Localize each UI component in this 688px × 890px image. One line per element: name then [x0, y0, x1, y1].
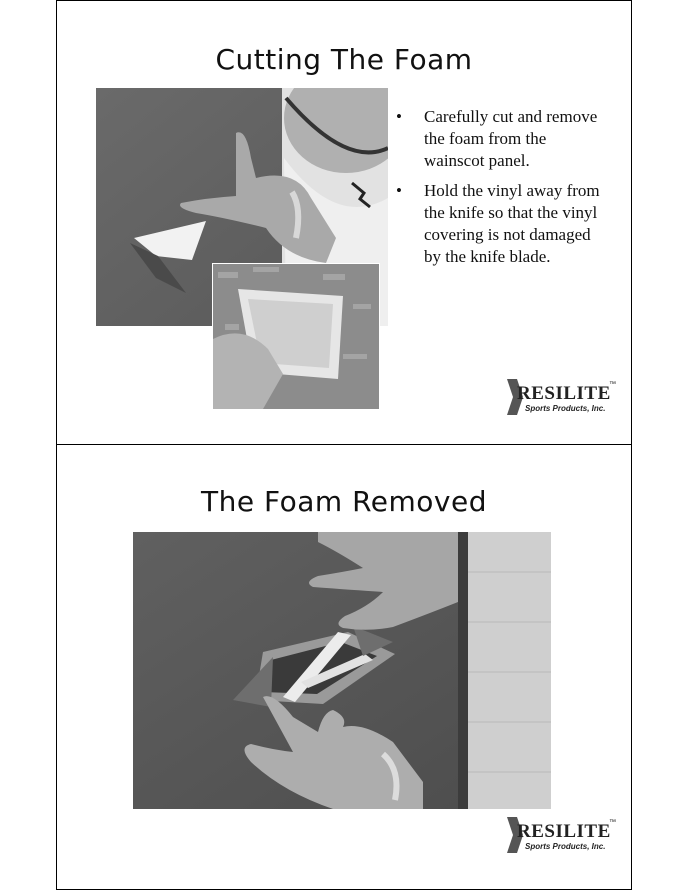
photo-foam-cutout-inset	[212, 263, 380, 410]
slide-title: The Foam Removed	[201, 485, 487, 518]
logo-wordmark: RESILITE	[517, 383, 611, 404]
logo-wordmark: RESILITE	[517, 821, 611, 842]
bullet-item: • Hold the vinyl away from the knife so that the vinyl covering is not damaged by the knife blade.	[396, 181, 600, 266]
logo-tagline: Sports Products, Inc.	[525, 842, 606, 851]
logo-trademark: ™	[609, 819, 616, 826]
logo-trademark: ™	[609, 381, 616, 388]
bullet-list	[392, 106, 602, 276]
resilite-logo	[507, 377, 617, 419]
slide-the-foam-removed	[56, 444, 632, 890]
slide-cutting-the-foam	[56, 0, 632, 445]
resilite-logo	[507, 815, 617, 857]
photo-foam-removed	[133, 532, 551, 809]
slide-title: Cutting The Foam	[215, 43, 473, 76]
bullet-item: • Carefully cut and remove the foam from the wainscot panel.	[396, 107, 598, 170]
logo-tagline: Sports Products, Inc.	[525, 404, 606, 413]
